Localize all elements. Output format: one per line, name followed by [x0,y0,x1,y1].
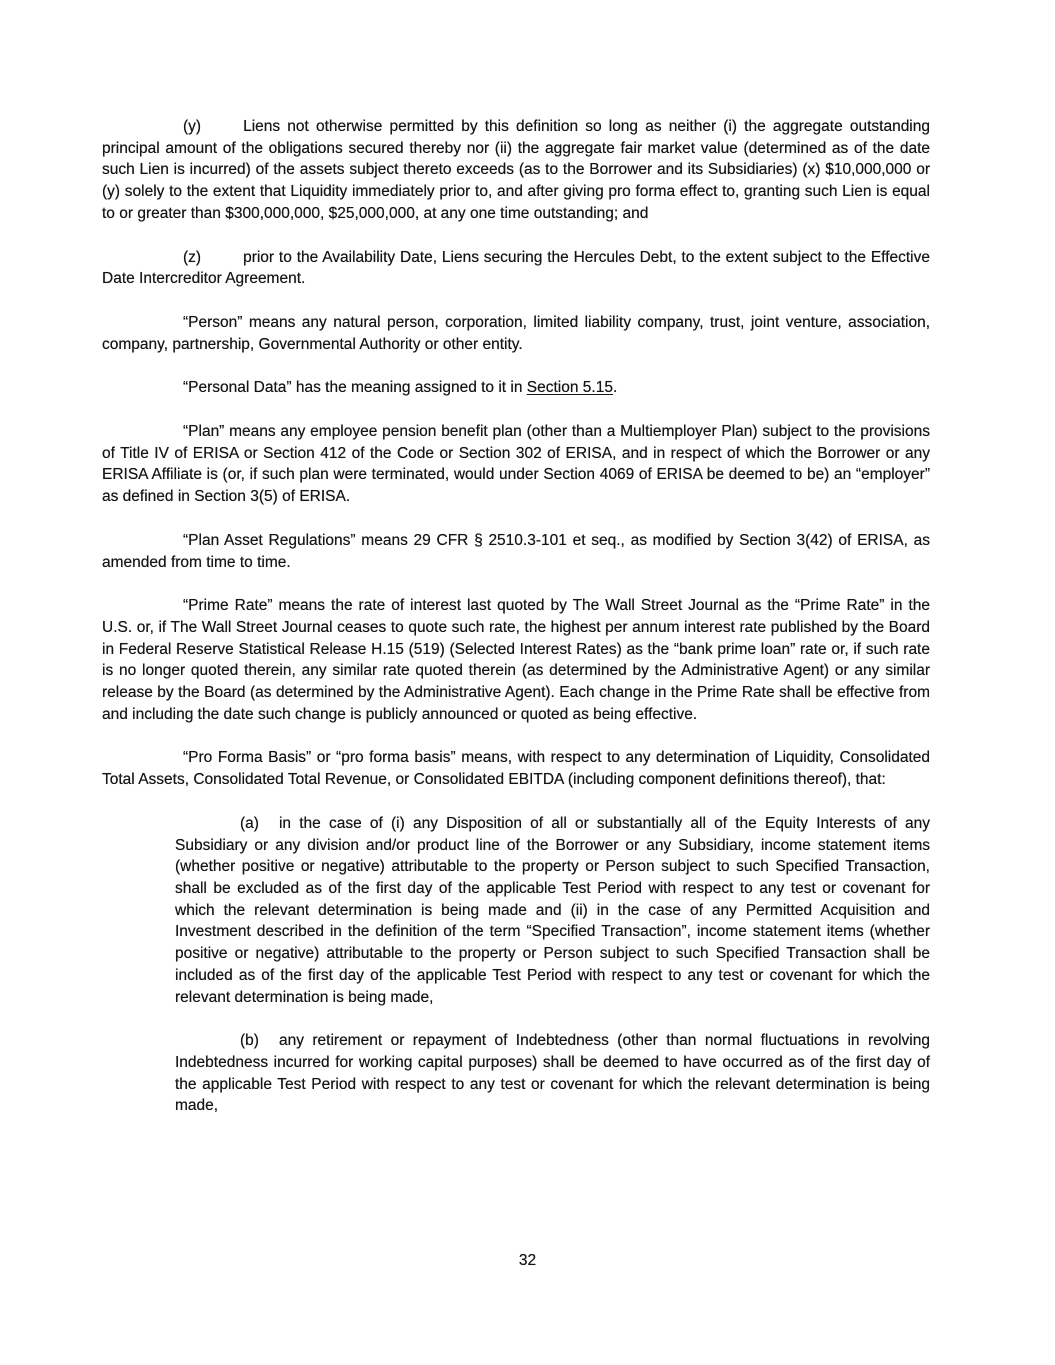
document-body [102,116,930,1139]
text-segment: Liens not otherwise permitted by this definition so long as neither (i) the aggregate outstanding principal amount of the obligations secured thereby nor (ii) the aggregate fair market value (determined as of the date such Lien is incurred) of the assets subject thereto exceeds (as to the Borrower and its Subsidiaries) (x) $10,000,000 or (y) solely to the extent that Liquidity immediately prior to, and after giving pro forma effect to, granting such Lien is equal to or greater than $300,000,000, $25,000,000, at any one time outstanding; and [102,118,930,222]
text-segment: “Personal Data” has the meaning assigned to it in [183,379,527,397]
text-segment: . [612,379,618,397]
text-segment: “Prime Rate” means the rate of interest last quoted by The Wall Street Journal as the “Prime Rate” in the U.S. or, if The Wall Street Journal ceases to quote such rate, the highest per annum interest rate published by the Board in Federal Reserve Statistical Release H.15 (519) (Selected Interest Rates) as the “bank prime loan” rate or, if such rate is no longer quoted therein, any similar rate quoted therein (as determined by the Administrative Agent) or any similar release by the Board (as determined by the Administrative Agent). Each change in the Prime Rate shall be effective from and including the date such change is publicly announced or quoted as being effective. [102,597,930,723]
clause-label: (b) [240,1032,259,1050]
paragraph [102,312,930,355]
page-footer [0,1252,1055,1270]
text-segment: “Plan” means any employee pension benefit plan (other than a Multiemployer Plan) subject to the provisions of Title IV of ERISA or Section 412 of the Code or Section 302 of ERISA, and in respect of which the Borrower or any ERISA Affiliate is (or, if such plan were terminated, would under Section 4069 of ERISA be deemed to be) an “employer” as defined in Section 3(5) of ERISA. [102,423,930,506]
clause-label: (z) [183,248,202,266]
paragraph [102,747,930,790]
clause-label: (y) [183,118,202,135]
paragraph-z [102,247,930,290]
paragraph [102,421,930,508]
text-segment: “Pro Forma Basis” or “pro forma basis” means, with respect to any determination of Liquidity, Consolidated Total Assets, Consolidated Total Revenue, or Consolidated EBITDA (including component definitions thereof), that: [102,749,930,789]
section-reference: Section 5.15 [526,379,613,397]
text-segment: prior to the Availability Date, Liens securing the Hercules Debt, to the extent subject to the Effective Date Intercreditor Agreement. [102,248,930,288]
paragraph [102,530,930,573]
paragraph-a [175,813,930,1008]
paragraph-y [102,116,930,225]
paragraph [102,595,930,725]
clause-label: (a) [240,814,259,832]
page-number: 32 [518,1252,537,1269]
paragraph-b [175,1030,930,1117]
text-segment: in the case of (i) any Disposition of all or substantially all of the Equity Interests of any Subsidiary or any division and/or product line of the Borrower or any Subsidiary, income statement items (whether positive or negative) attributable to the property or Person subject to such Specified Transaction, shall be excluded as of the first day of the applicable Test Period with respect to any test or covenant for which the relevant determination is being made and (ii) in the case of any Permitted Acquisition and Investment described in the definition of the term “Specified Transaction”, income statement items (whether positive or negative) attributable to the property or Person subject to such Specified Transaction shall be included as of the first day of the applicable Test Period with respect to any test or covenant for which the relevant determination is being made, [175,814,930,1006]
text-segment: “Plan Asset Regulations” means 29 CFR § 2510.3-101 et seq., as modified by Section 3(42) of ERISA, as amended from time to time. [102,531,930,571]
paragraph [102,377,930,399]
text-segment: “Person” means any natural person, corporation, limited liability company, trust, joint venture, association, company, partnership, Governmental Authority or other entity. [102,313,930,353]
text-segment: any retirement or repayment of Indebtedness (other than normal fluctuations in revolving Indebtedness incurred for working capital purposes) shall be deemed to have occurred as of the first day of the applicable Test Period with respect to any test or covenant for which the relevant determination is being made, [175,1032,930,1115]
